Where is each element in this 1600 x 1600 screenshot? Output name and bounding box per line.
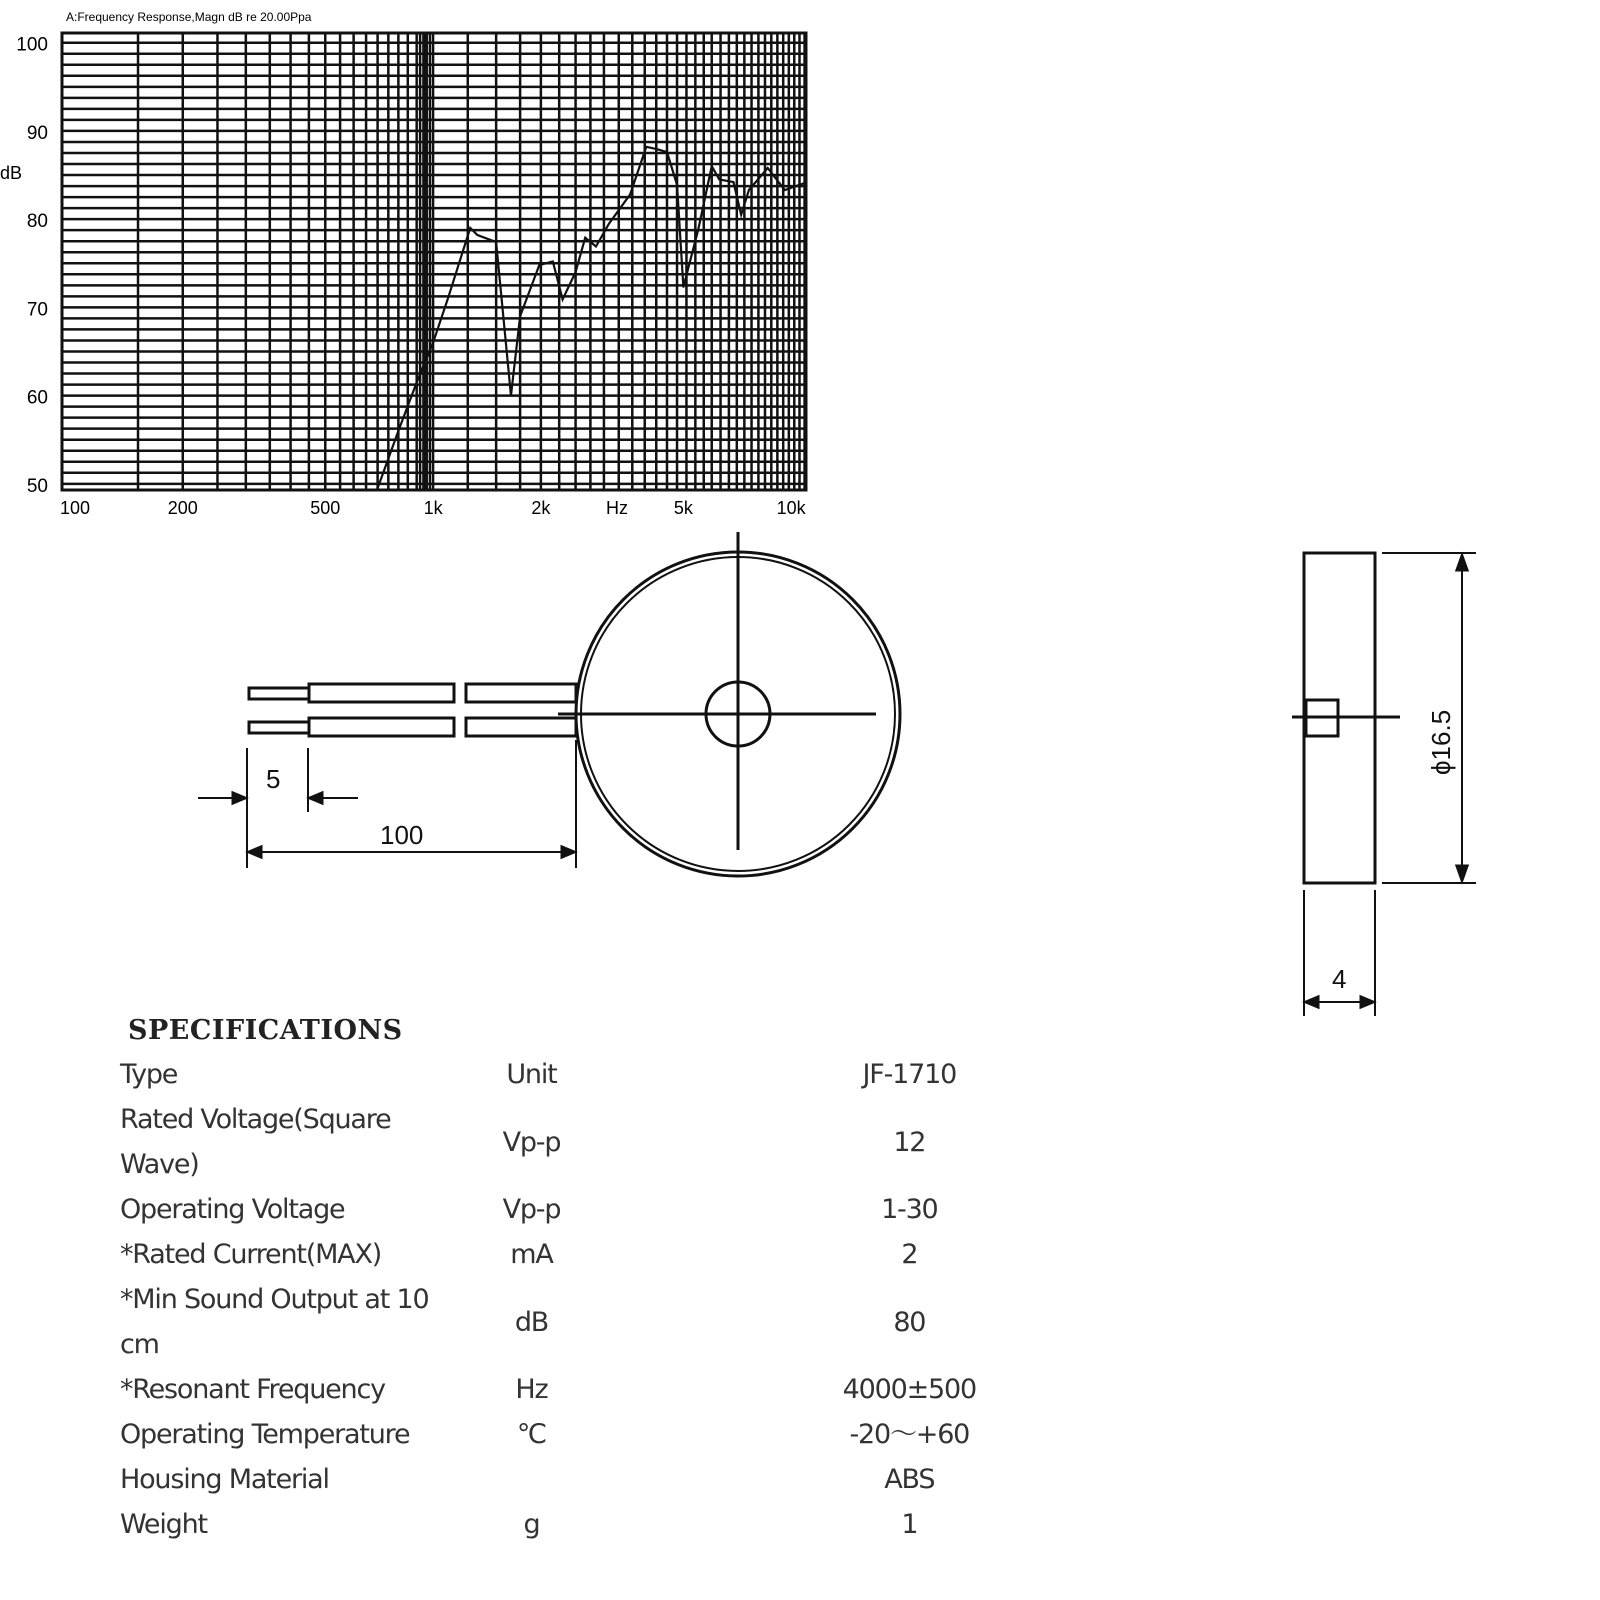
data-point bbox=[767, 167, 769, 169]
data-point bbox=[377, 487, 379, 489]
data-point bbox=[432, 342, 434, 344]
data-point bbox=[539, 264, 541, 266]
data-point bbox=[740, 214, 742, 216]
spec-value: 1-30 bbox=[881, 1194, 938, 1225]
spec-value: -20～+60 bbox=[849, 1419, 970, 1450]
y-tick-label: 90 bbox=[26, 122, 48, 144]
spec-value: ABS bbox=[884, 1464, 935, 1495]
data-point bbox=[469, 227, 471, 229]
x-tick-label: 500 bbox=[310, 498, 341, 518]
data-point bbox=[519, 315, 521, 317]
data-point bbox=[584, 237, 586, 239]
spec-unit: Unit bbox=[506, 1059, 557, 1090]
data-point bbox=[575, 271, 577, 273]
spec-row bbox=[120, 1367, 1220, 1412]
spec-unit: dB bbox=[514, 1306, 549, 1338]
data-point bbox=[784, 189, 786, 191]
spec-value: 1 bbox=[901, 1509, 918, 1540]
dimension-lead-length: 100 bbox=[380, 820, 424, 850]
x-tick-label: 2k bbox=[531, 498, 551, 518]
y-tick-labels bbox=[16, 35, 48, 497]
data-point bbox=[683, 286, 685, 288]
spec-parameter: Weight bbox=[120, 1509, 207, 1540]
y-tick-label: 60 bbox=[26, 387, 48, 409]
data-point bbox=[447, 298, 449, 300]
dimension-lead-strip: 5 bbox=[266, 764, 281, 794]
spec-value: JF-1710 bbox=[862, 1059, 957, 1090]
spec-parameter: *Resonant Frequency bbox=[120, 1374, 385, 1405]
data-point bbox=[595, 246, 597, 248]
spec-parameter: Rated Voltage(Square Wave) bbox=[120, 1104, 391, 1180]
front-view bbox=[198, 532, 900, 876]
spec-parameter: Type bbox=[120, 1059, 178, 1090]
spec-parameter: Housing Material bbox=[120, 1464, 329, 1495]
frequency-response-chart bbox=[0, 0, 830, 525]
spec-row bbox=[120, 1457, 1220, 1502]
spec-parameter: Operating Voltage bbox=[120, 1194, 345, 1225]
dimension-drawings bbox=[0, 520, 1600, 1020]
spec-row bbox=[120, 1097, 1220, 1187]
spec-unit: Vp-p bbox=[502, 1126, 561, 1158]
data-point bbox=[608, 223, 610, 225]
spec-parameter: *Min Sound Output at 10 cm bbox=[120, 1284, 429, 1360]
data-point bbox=[552, 261, 554, 263]
y-tick-label: 70 bbox=[26, 299, 48, 321]
dimension-thickness: 4 bbox=[1332, 964, 1347, 994]
y-tick-label: 80 bbox=[26, 211, 48, 233]
chart-title: A:Frequency Response,Magn dB re 20.00Ppa bbox=[66, 10, 312, 24]
data-point bbox=[748, 189, 750, 191]
spec-value: 4000±500 bbox=[842, 1374, 976, 1405]
x-tick-label: 5k bbox=[673, 498, 693, 518]
data-point bbox=[666, 151, 668, 153]
spec-row bbox=[120, 1232, 1220, 1277]
spec-unit: Hz bbox=[515, 1374, 548, 1405]
spec-parameter: Operating Temperature bbox=[120, 1419, 410, 1450]
x-tick-label: 1k bbox=[423, 498, 443, 518]
spec-row bbox=[120, 1412, 1220, 1457]
x-axis-label: Hz bbox=[606, 498, 628, 518]
x-tick-labels bbox=[60, 498, 807, 518]
data-point bbox=[657, 149, 659, 151]
data-point bbox=[629, 194, 631, 196]
y-axis-label: dB bbox=[0, 163, 23, 183]
data-point bbox=[719, 179, 721, 181]
data-point bbox=[398, 430, 400, 432]
spec-value: 80 bbox=[893, 1306, 926, 1338]
spec-unit: mA bbox=[510, 1239, 553, 1270]
data-point bbox=[804, 182, 806, 184]
data-point bbox=[646, 146, 648, 148]
data-point bbox=[697, 229, 699, 231]
data-point bbox=[711, 165, 713, 167]
dimension-diameter: ϕ16.5 bbox=[1426, 709, 1456, 775]
spec-unit: ℃ bbox=[516, 1419, 547, 1450]
spec-value: 2 bbox=[901, 1239, 918, 1270]
y-tick-label: 50 bbox=[26, 475, 48, 497]
y-tick-label: 100 bbox=[16, 34, 48, 56]
spec-row bbox=[120, 1052, 1220, 1097]
spec-row bbox=[120, 1502, 1220, 1547]
x-tick-label: 100 bbox=[59, 498, 90, 518]
chart-grid bbox=[62, 33, 806, 490]
data-point bbox=[562, 299, 564, 301]
x-tick-label: 200 bbox=[167, 498, 198, 518]
data-point bbox=[676, 184, 678, 186]
data-point bbox=[510, 395, 512, 397]
data-point bbox=[416, 382, 418, 384]
spec-value: 12 bbox=[893, 1126, 926, 1158]
spec-parameter: *Rated Current(MAX) bbox=[120, 1239, 382, 1270]
data-point bbox=[477, 234, 479, 236]
x-tick-label: 10k bbox=[776, 498, 806, 518]
spec-unit: g bbox=[523, 1509, 540, 1540]
data-point bbox=[495, 241, 497, 243]
spec-row bbox=[120, 1277, 1220, 1367]
side-view bbox=[1292, 553, 1476, 1016]
spec-unit: Vp-p bbox=[502, 1194, 561, 1225]
spec-row bbox=[120, 1187, 1220, 1232]
specifications-title: SPECIFICATIONS bbox=[128, 1015, 403, 1046]
data-point bbox=[733, 181, 735, 183]
specifications-table bbox=[120, 1015, 1220, 1547]
